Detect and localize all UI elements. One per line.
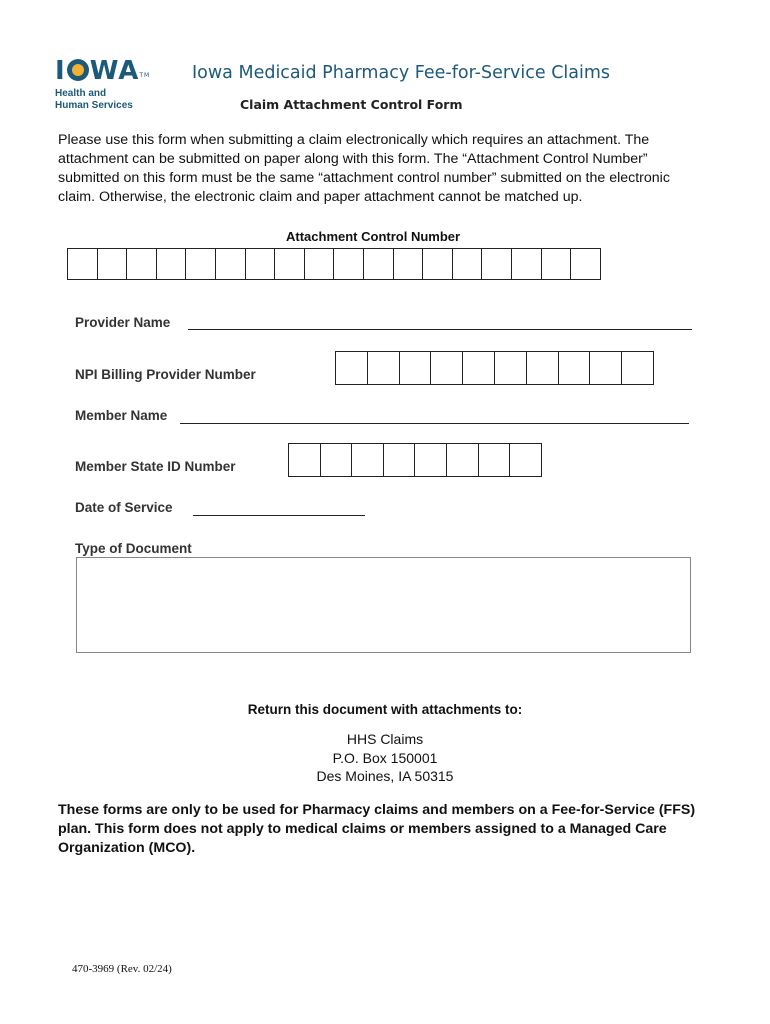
character-box[interactable] bbox=[97, 248, 128, 280]
character-box[interactable] bbox=[570, 248, 601, 280]
type-of-document-label: Type of Document bbox=[75, 541, 192, 556]
character-box[interactable] bbox=[494, 351, 527, 385]
mailing-address bbox=[0, 730, 770, 786]
character-box[interactable] bbox=[333, 248, 364, 280]
provider-name-field[interactable] bbox=[188, 329, 692, 330]
attachment-control-number-field[interactable] bbox=[67, 248, 601, 280]
character-box[interactable] bbox=[304, 248, 335, 280]
character-box[interactable] bbox=[335, 351, 368, 385]
character-box[interactable] bbox=[621, 351, 654, 385]
address-line: HHS Claims bbox=[346, 731, 424, 747]
character-box[interactable] bbox=[414, 443, 447, 477]
character-box[interactable] bbox=[156, 248, 187, 280]
character-box[interactable] bbox=[446, 443, 479, 477]
character-box[interactable] bbox=[320, 443, 353, 477]
character-box[interactable] bbox=[393, 248, 424, 280]
character-box[interactable] bbox=[185, 248, 216, 280]
address-line: P.O. Box 150001 bbox=[332, 749, 438, 766]
usage-notice: These forms are only to be used for Pharmacy claims and members on a Fee-for-Service (FFS) plan. This form does not apply to medical claims or members assigned to a Managed Care Organization (MCO). bbox=[58, 802, 696, 856]
form-number-footer: 470-3969 (Rev. 02/24) bbox=[72, 963, 172, 975]
character-box[interactable] bbox=[422, 248, 453, 280]
character-box[interactable] bbox=[541, 248, 572, 280]
attachment-control-number-label: Attachment Control Number bbox=[286, 229, 461, 244]
member-name-label: Member Name bbox=[75, 408, 168, 423]
character-box[interactable] bbox=[274, 248, 305, 280]
character-box[interactable] bbox=[288, 443, 321, 477]
character-box[interactable] bbox=[367, 351, 400, 385]
form-subtitle: Claim Attachment Control Form bbox=[240, 97, 463, 112]
date-of-service-field[interactable] bbox=[193, 515, 365, 516]
type-of-document-field[interactable] bbox=[76, 557, 691, 653]
character-box[interactable] bbox=[351, 443, 384, 477]
character-box[interactable] bbox=[363, 248, 394, 280]
logo-o-mark-icon bbox=[67, 59, 89, 81]
character-box[interactable] bbox=[462, 351, 495, 385]
character-box[interactable] bbox=[511, 248, 542, 280]
address-line: Des Moines, IA 50315 bbox=[316, 768, 454, 784]
member-state-id-field[interactable] bbox=[288, 443, 542, 477]
character-box[interactable] bbox=[481, 248, 512, 280]
character-box[interactable] bbox=[383, 443, 416, 477]
character-box[interactable] bbox=[215, 248, 246, 280]
member-name-field[interactable] bbox=[180, 423, 689, 424]
character-box[interactable] bbox=[452, 248, 483, 280]
character-box[interactable] bbox=[399, 351, 432, 385]
character-box[interactable] bbox=[558, 351, 591, 385]
character-box[interactable] bbox=[509, 443, 542, 477]
npi-billing-provider-number-field[interactable] bbox=[335, 351, 654, 385]
member-state-id-label: Member State ID Number bbox=[75, 459, 236, 474]
character-box[interactable] bbox=[430, 351, 463, 385]
date-of-service-label: Date of Service bbox=[75, 500, 173, 515]
iowa-hhs-logo bbox=[55, 56, 165, 116]
logo-subtitle: Health and Human Services bbox=[55, 88, 133, 111]
logo-wordmark: I WATM bbox=[55, 56, 151, 86]
character-box[interactable] bbox=[526, 351, 559, 385]
return-instructions-label: Return this document with attachments to: bbox=[247, 702, 523, 717]
character-box[interactable] bbox=[67, 248, 98, 280]
intro-paragraph: Please use this form when submitting a claim electronically which requires an attachment. The attachment can be submitted on paper along with this form. The “Attachment Control Number” submitted on this form must be the same “attachment control number” submitted on the electronic claim. Otherwise, the electronic claim and paper attachment cannot be matched up. bbox=[58, 132, 670, 205]
character-box[interactable] bbox=[126, 248, 157, 280]
character-box[interactable] bbox=[478, 443, 511, 477]
character-box[interactable] bbox=[245, 248, 276, 280]
page-title: Iowa Medicaid Pharmacy Fee-for-Service Claims bbox=[192, 63, 611, 83]
npi-billing-provider-number-label: NPI Billing Provider Number bbox=[75, 367, 256, 382]
provider-name-label: Provider Name bbox=[75, 315, 171, 330]
character-box[interactable] bbox=[589, 351, 622, 385]
